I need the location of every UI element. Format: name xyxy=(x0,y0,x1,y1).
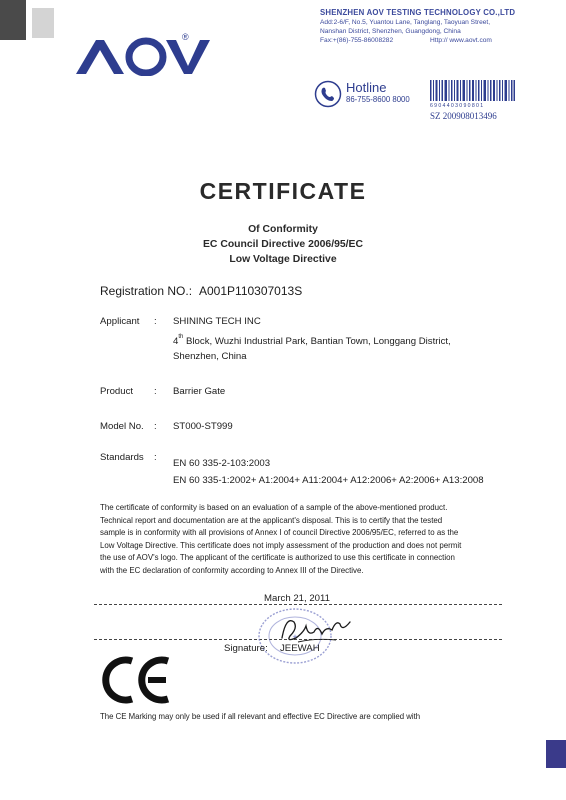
applicant-label: Applicant xyxy=(100,316,140,327)
field-colon: : xyxy=(154,452,157,463)
hotline-number: 86-755-8600 8000 xyxy=(346,95,410,104)
signature-label: Signature: xyxy=(224,643,268,654)
company-fax: Fax:+(86)-755-86008282 xyxy=(320,37,394,44)
aov-logo xyxy=(74,36,214,76)
product-label: Product xyxy=(100,386,134,397)
certificate-subtitle: Of Conformity xyxy=(248,224,318,235)
field-colon: : xyxy=(154,386,157,397)
statement-line: sample is in conformity with all provisions of Annex I of council Directive 2006/95/EC, referred to as the xyxy=(100,528,459,537)
hotline-label: Hotline xyxy=(346,80,387,95)
standard-value: EN 60 335-1:2002+ A1:2004+ A11:2004+ A12:2006+ A2:2006+ A13:2008 xyxy=(173,475,484,486)
certificate-title: CERTIFICATE xyxy=(199,178,367,204)
statement-line: Technical report and documentation are at the applicant's disposal. This is to certify that the tested xyxy=(100,515,443,525)
applicant-address-line1 xyxy=(173,336,451,347)
barcode xyxy=(430,80,515,101)
applicant-address-line2: Shenzhen, China xyxy=(173,351,247,362)
company-address-line2: Nanshan District, Shenzhen, Guangdong, China xyxy=(320,28,461,35)
issue-date: March 21, 2011 xyxy=(264,593,330,604)
field-colon: : xyxy=(154,421,157,432)
svg-text:★: ★ xyxy=(291,634,299,641)
statement-line: The certificate of conformity is based on an evaluation of a sample of the above-mentioned product. xyxy=(100,503,448,512)
directive-name: Low Voltage Directive xyxy=(229,254,337,265)
scan-corner-mark xyxy=(0,0,26,40)
barcode-digits: 6904403090801 xyxy=(430,103,485,109)
ce-marking-note: The CE Marking may only be used if all relevant and effective EC Directive are complied with xyxy=(100,712,421,721)
registration-label: Registration NO.: xyxy=(100,284,193,298)
standards-label: Standards xyxy=(100,452,144,463)
company-name: SHENZHEN AOV TESTING TECHNOLOGY CO.,LTD xyxy=(320,8,516,17)
registration-number: A001P110307013S xyxy=(199,284,303,298)
company-address-line1: Add:2-6/F, No.5, Yuantou Lane, Tanglang, Taoyuan Street, xyxy=(320,19,491,26)
directive-title: EC Council Directive 2006/95/EC xyxy=(203,239,363,250)
address-text: Block, Wuzhi Industrial Park, Bantian Town, Longgang District, xyxy=(183,336,451,347)
product-value: Barrier Gate xyxy=(173,386,226,397)
signatory-name: JEEWAH xyxy=(280,643,320,654)
divider xyxy=(94,604,502,605)
scan-corner-mark xyxy=(32,8,54,38)
phone-icon xyxy=(314,80,342,108)
company-website: Http:// www.aovt.com xyxy=(430,37,492,44)
ce-mark-icon xyxy=(102,655,172,705)
model-value: ST000-ST999 xyxy=(173,421,233,432)
statement-line: Low Voltage Directive. This certificate does not imply assessment of the production and does not permit xyxy=(100,540,462,550)
standard-value: EN 60 335-2-103:2003 xyxy=(173,458,271,469)
applicant-name: SHINING TECH INC xyxy=(173,316,261,327)
certificate-statement xyxy=(100,502,515,577)
scan-corner-square xyxy=(546,740,566,768)
model-label: Model No. xyxy=(100,421,144,432)
registered-mark: ® xyxy=(182,32,189,42)
statement-line: with the EC declaration of conformity according to Annex III of the Directive. xyxy=(100,565,364,575)
sz-serial-number: SZ 200908013496 xyxy=(430,111,497,121)
ordinal-suffix: th xyxy=(178,334,184,340)
address-block-number: 4 xyxy=(173,336,179,347)
statement-line: the use of AOV's logo. The applicant of the certificate is authorized to use this certificate in connection xyxy=(100,553,455,562)
field-colon: : xyxy=(154,316,157,327)
